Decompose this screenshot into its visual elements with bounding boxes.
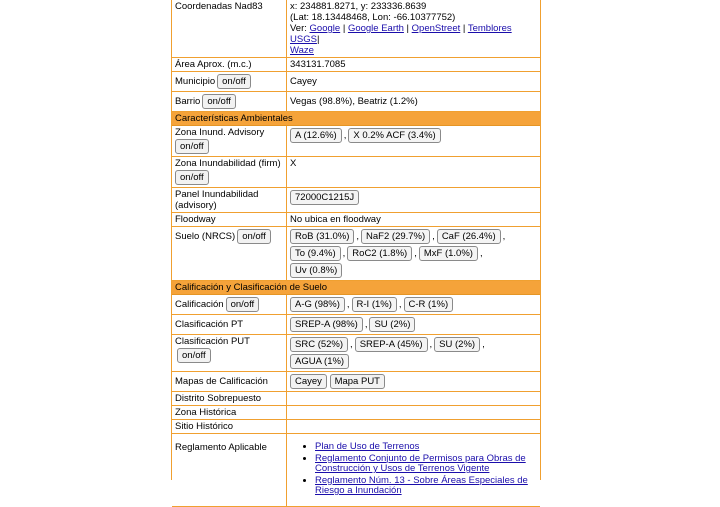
municipio-value: Cayey bbox=[287, 72, 541, 92]
distrito-value bbox=[287, 392, 541, 406]
coords-xy: x: 234881.8271, y: 233336.8639 bbox=[290, 1, 427, 12]
row-calificacion bbox=[172, 295, 540, 315]
link-reglamento-conjunto[interactable]: Reglamento Conjunto de Permisos para Obras de Construcción y Usos de Terrenos Vigente bbox=[315, 452, 526, 474]
reglamento-links-cell bbox=[287, 434, 541, 507]
zona-inund-firm-label-cell bbox=[172, 157, 287, 188]
zona-hist-value bbox=[287, 406, 541, 420]
panel-inund-value-cell bbox=[287, 188, 541, 213]
row-area bbox=[172, 58, 540, 72]
clas-put-chip-agua[interactable]: AGUA (1%) bbox=[290, 354, 349, 369]
row-clasificacion-pt bbox=[172, 315, 540, 335]
link-google-earth[interactable]: Google Earth bbox=[347, 23, 404, 34]
calificacion-toggle-button[interactable]: on/off bbox=[226, 297, 260, 312]
clas-pt-label: Clasificación PT bbox=[172, 315, 287, 335]
suelo-chip-uv[interactable]: Uv (0.8%) bbox=[290, 263, 342, 278]
distrito-label: Distrito Sobrepuesto bbox=[172, 392, 287, 406]
link-google[interactable]: Google bbox=[309, 23, 341, 34]
calificacion-label-cell bbox=[172, 295, 287, 315]
row-distrito-sobrepuesto bbox=[172, 392, 540, 406]
link-openstreet[interactable]: OpenStreet bbox=[411, 23, 461, 34]
calif-chip-ag[interactable]: A-G (98%) bbox=[290, 297, 345, 312]
clas-put-toggle-button[interactable]: on/off bbox=[177, 348, 211, 363]
row-clasificacion-put bbox=[172, 335, 540, 372]
clas-pt-chip-su[interactable]: SU (2%) bbox=[369, 317, 415, 332]
clas-put-chip-su[interactable]: SU (2%) bbox=[434, 337, 480, 352]
row-zona-inund-advisory bbox=[172, 126, 540, 157]
coords-links: Ver: Google | Google Earth | OpenStreet | Temblores USGS| Waze bbox=[290, 23, 512, 56]
floodway-value: No ubica en floodway bbox=[287, 213, 541, 227]
link-plan-uso-terrenos[interactable]: Plan de Uso de Terrenos bbox=[315, 441, 420, 452]
suelo-chip-mxf[interactable]: MxF (1.0%) bbox=[419, 246, 478, 261]
zona-inund-adv-toggle-button[interactable]: on/off bbox=[175, 139, 209, 154]
clas-pt-chip-srep-a[interactable]: SREP-A (98%) bbox=[290, 317, 363, 332]
reglamento-label: Reglamento Aplicable bbox=[172, 434, 287, 507]
zona-inund-adv-label: Zona Inund. Advisory bbox=[175, 127, 265, 138]
barrio-value: Vegas (98.8%), Beatriz (1.2%) bbox=[287, 92, 541, 112]
link-temblores-usgs[interactable]: Temblores USGS bbox=[290, 23, 512, 45]
coords-value bbox=[287, 0, 541, 58]
zona-inund-firm-value: X bbox=[287, 157, 541, 188]
suelo-toggle-button[interactable]: on/off bbox=[237, 229, 271, 244]
calif-chip-cr[interactable]: C-R (1%) bbox=[404, 297, 454, 312]
row-municipio bbox=[172, 72, 540, 92]
municipio-label: Municipio bbox=[175, 76, 216, 87]
suelo-chips: RoB (31.0%) , NaF2 (29.7%) , CaF (26.4%) , To (9.4%) , RoC2 (1.8%) , MxF (1.0%) , Uv (0.8%) bbox=[287, 227, 541, 281]
row-reglamento bbox=[172, 434, 540, 507]
property-info-panel bbox=[171, 0, 541, 496]
area-value: 343131.7085 bbox=[287, 58, 541, 72]
mapas-buttons bbox=[287, 372, 541, 392]
list-item bbox=[315, 476, 538, 497]
mapas-label: Mapas de Calificación bbox=[172, 372, 287, 392]
section-title-calificacion: Calificación y Clasificación de Suelo bbox=[172, 281, 540, 295]
section-header-calificacion bbox=[172, 281, 540, 295]
suelo-chip-roc2[interactable]: RoC2 (1.8%) bbox=[347, 246, 412, 261]
row-floodway bbox=[172, 213, 540, 227]
row-mapas-calificacion bbox=[172, 372, 540, 392]
ver-label: Ver: bbox=[290, 23, 307, 34]
zona-inund-firm-toggle-button[interactable]: on/off bbox=[175, 170, 209, 185]
zona-hist-label: Zona Histórica bbox=[172, 406, 287, 420]
list-item bbox=[315, 454, 538, 475]
row-panel-inundabilidad bbox=[172, 188, 540, 213]
clas-pt-chips: SREP-A (98%) , SU (2%) bbox=[287, 315, 541, 335]
sitio-hist-value bbox=[287, 420, 541, 434]
floodway-label: Floodway bbox=[172, 213, 287, 227]
link-reglamento-13[interactable]: Reglamento Núm. 13 - Sobre Áreas Especiales de Riesgo a Inundación bbox=[315, 474, 528, 496]
sitio-hist-label: Sitio Histórico bbox=[172, 420, 287, 434]
calif-chip-ri[interactable]: R-I (1%) bbox=[352, 297, 397, 312]
suelo-chip-naf2[interactable]: NaF2 (29.7%) bbox=[361, 229, 430, 244]
zona-inund-adv-label-cell bbox=[172, 126, 287, 157]
coords-label: Coordenadas Nad83 bbox=[172, 0, 287, 58]
zona-chip-a[interactable]: A (12.6%) bbox=[290, 128, 342, 143]
row-suelo bbox=[172, 227, 540, 281]
row-barrio bbox=[172, 92, 540, 112]
zona-chip-x-acf[interactable]: X 0.2% ACF (3.4%) bbox=[348, 128, 440, 143]
row-sitio-historico bbox=[172, 420, 540, 434]
calificacion-chips: A-G (98%) , R-I (1%) , C-R (1%) bbox=[287, 295, 541, 315]
area-label: Área Aprox. (m.c.) bbox=[172, 58, 287, 72]
property-info-table bbox=[172, 0, 540, 507]
suelo-chip-caf[interactable]: CaF (26.4%) bbox=[437, 229, 501, 244]
reglamento-list bbox=[297, 442, 538, 497]
row-coordenadas bbox=[172, 0, 540, 58]
clas-put-chip-srep-a[interactable]: SREP-A (45%) bbox=[355, 337, 428, 352]
coords-latlon: (Lat: 18.13448468, Lon: -66.10377752) bbox=[290, 12, 456, 23]
list-item bbox=[315, 442, 538, 453]
suelo-chip-to[interactable]: To (9.4%) bbox=[290, 246, 341, 261]
mapa-put-button[interactable]: Mapa PUT bbox=[330, 374, 385, 389]
suelo-chip-rob[interactable]: RoB (31.0%) bbox=[290, 229, 354, 244]
clas-put-label: Clasificación PUT bbox=[175, 336, 250, 347]
calificacion-label: Calificación bbox=[175, 299, 224, 310]
suelo-label: Suelo (NRCS) bbox=[175, 231, 236, 242]
zona-inund-adv-chips: A (12.6%) , X 0.2% ACF (3.4%) bbox=[287, 126, 541, 157]
suelo-label-cell bbox=[172, 227, 287, 281]
row-zona-inund-firm bbox=[172, 157, 540, 188]
panel-inund-chip[interactable]: 72000C1215J bbox=[290, 190, 359, 205]
clas-put-chips: SRC (52%) , SREP-A (45%) , SU (2%) , AGUA (1%) bbox=[287, 335, 541, 372]
barrio-label-cell bbox=[172, 92, 287, 112]
row-zona-historica bbox=[172, 406, 540, 420]
clas-put-chip-src[interactable]: SRC (52%) bbox=[290, 337, 348, 352]
link-waze[interactable]: Waze bbox=[290, 45, 314, 56]
municipio-label-cell bbox=[172, 72, 287, 92]
municipio-toggle-button[interactable]: on/off bbox=[217, 74, 251, 89]
mapa-cayey-button[interactable]: Cayey bbox=[290, 374, 327, 389]
barrio-toggle-button[interactable]: on/off bbox=[202, 94, 236, 109]
clas-put-label-cell bbox=[172, 335, 287, 372]
section-header-ambientales bbox=[172, 112, 540, 126]
barrio-label: Barrio bbox=[175, 96, 201, 107]
zona-inund-firm-label: Zona Inundabilidad (firm) bbox=[175, 158, 281, 169]
section-title-ambientales: Características Ambientales bbox=[172, 112, 540, 126]
panel-inund-label: Panel Inundabilidad (advisory) bbox=[172, 188, 287, 213]
